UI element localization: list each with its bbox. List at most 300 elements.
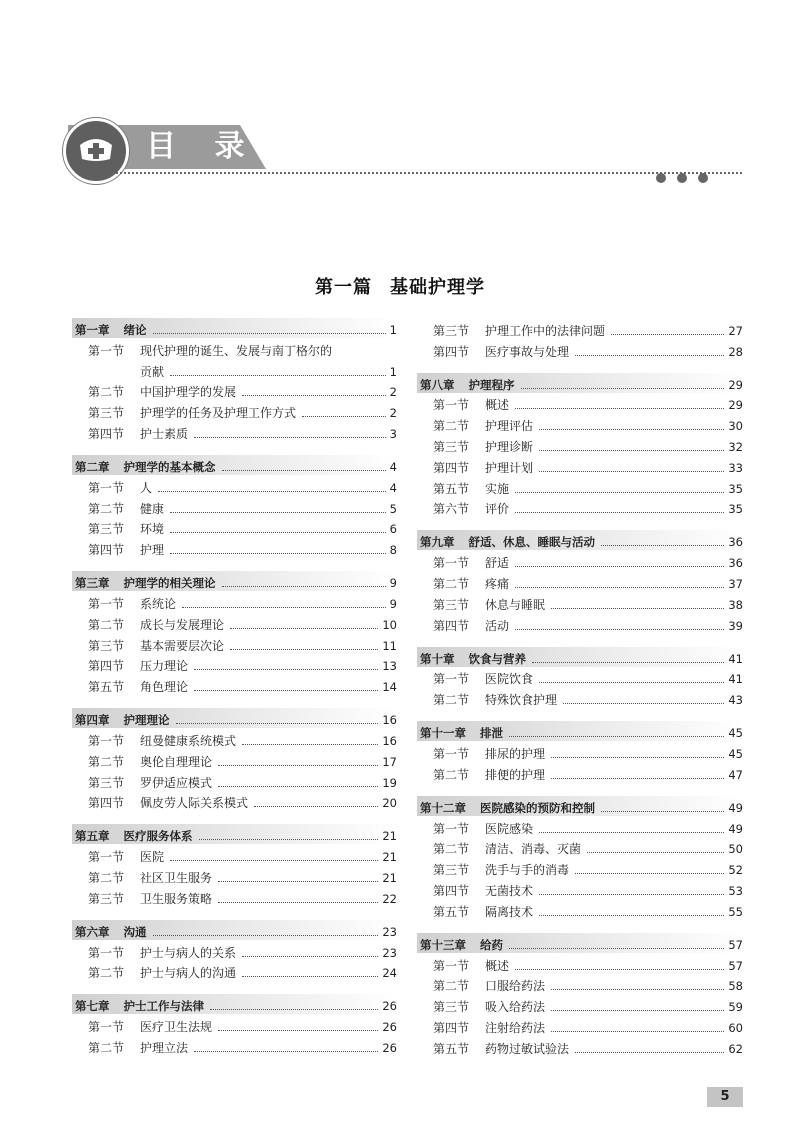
section-number: 第二节 — [433, 419, 470, 434]
page-ref: 36 — [728, 556, 743, 571]
page-ref: 23 — [382, 945, 397, 960]
toc-spacer — [417, 360, 743, 373]
toc-section-entry[interactable] — [72, 749, 397, 770]
section-number: 第一节 — [88, 343, 125, 358]
page-ref: 59 — [728, 1000, 743, 1015]
section-title: 无菌技术 — [485, 883, 534, 898]
dot-leader — [575, 355, 724, 356]
section-number: 第五节 — [88, 680, 125, 695]
page-ref: 60 — [728, 1020, 743, 1035]
section-title: 人 — [140, 480, 153, 495]
dot-leader — [551, 1031, 724, 1032]
page-ref: 13 — [382, 659, 397, 674]
chapter-title: 绪论 — [123, 323, 147, 337]
toc-section-entry[interactable] — [417, 434, 743, 455]
chapter-number: 第十三章 — [420, 937, 466, 952]
section-number: 第二节 — [88, 617, 125, 632]
dot-leader — [601, 545, 724, 546]
page-ref: 57 — [728, 958, 743, 973]
part-label: 第一篇 — [315, 277, 372, 298]
section-number: 第三节 — [88, 638, 125, 653]
page-ref: 10 — [382, 617, 397, 632]
section-title: 评价 — [485, 502, 510, 517]
page-ref: 26 — [382, 1020, 397, 1035]
dot-leader — [515, 408, 724, 409]
toc-section-entry[interactable] — [72, 1014, 397, 1035]
dot-leader — [539, 915, 724, 916]
toc-section-entry[interactable] — [72, 886, 397, 907]
section-title: 护理学的任务及护理工作方式 — [140, 406, 297, 421]
page-ref: 20 — [382, 796, 397, 811]
section-number: 第三节 — [88, 775, 125, 790]
toc-section-entry[interactable] — [72, 1035, 397, 1056]
toc-section-entry[interactable] — [72, 791, 397, 812]
dot-leader — [575, 873, 724, 874]
page-ref: 52 — [728, 863, 743, 878]
section-number: 第二节 — [88, 966, 125, 981]
page-ref: 37 — [728, 576, 743, 591]
page-ref: 58 — [728, 979, 743, 994]
toc-section-entry[interactable] — [72, 844, 397, 865]
dot-leader — [539, 832, 724, 833]
chapter-title: 饮食与营养 — [468, 651, 526, 666]
chapter-number: 第七章 — [75, 999, 110, 1014]
dot-leader — [587, 852, 724, 853]
page-ref: 29 — [728, 398, 743, 413]
dot-leader — [242, 395, 386, 396]
page-ref: 23 — [382, 924, 397, 939]
section-number: 第一节 — [433, 746, 470, 761]
toc-chapter-entry[interactable] — [72, 455, 397, 475]
toc-section-entry[interactable] — [417, 413, 743, 434]
toc-spacer — [417, 634, 743, 647]
page-ref: 43 — [728, 693, 743, 708]
toc-spacer — [72, 981, 397, 994]
dot-leader — [515, 566, 724, 567]
section-number: 第五节 — [433, 904, 470, 919]
toc-section-entry[interactable] — [417, 455, 743, 476]
chapter-number: 第六章 — [75, 924, 110, 939]
section-number: 第二节 — [433, 693, 470, 708]
section-title: 护理工作中的法律问题 — [485, 323, 606, 338]
header-dots-ornament — [656, 168, 719, 187]
section-title: 注射给药法 — [485, 1020, 546, 1035]
page-ref: 1 — [389, 323, 397, 337]
chapter-number: 第五章 — [75, 829, 110, 844]
section-title: 基本需要层次论 — [140, 638, 225, 653]
toc-section-entry[interactable] — [72, 961, 397, 982]
toc-section-entry[interactable] — [417, 318, 743, 339]
section-number: 第二节 — [433, 576, 470, 591]
chapter-title: 排泄 — [480, 726, 503, 741]
section-title: 疼痛 — [485, 576, 510, 591]
toc-chapter-entry[interactable] — [417, 721, 743, 741]
toc-chapter-entry[interactable] — [72, 994, 397, 1014]
toc-chapter-entry[interactable] — [72, 318, 397, 338]
section-number: 第二节 — [88, 1040, 125, 1055]
toc-title: 目 录 — [146, 129, 259, 164]
toc-section-entry[interactable] — [72, 517, 397, 538]
section-number: 第三节 — [433, 1000, 470, 1015]
section-number: 第一节 — [88, 480, 125, 495]
section-number: 第四节 — [433, 344, 470, 359]
toc-section-entry[interactable] — [72, 496, 397, 517]
dot-leader — [218, 786, 378, 787]
section-number: 第四节 — [88, 426, 125, 441]
section-number: 第三节 — [433, 597, 470, 612]
section-number: 第一节 — [88, 733, 125, 748]
section-title: 罗伊适应模式 — [140, 775, 213, 790]
dot-leader — [509, 948, 724, 949]
page-ref: 8 — [389, 543, 397, 558]
chapter-number: 第九章 — [420, 535, 455, 550]
section-title: 护理 — [140, 543, 165, 558]
section-title: 成长与发展理论 — [140, 617, 225, 632]
page-ref: 2 — [389, 406, 397, 421]
section-title: 隔离技术 — [485, 904, 534, 919]
section-title: 休息与睡眠 — [485, 597, 546, 612]
dot-leader — [176, 723, 379, 724]
toc-section-entry[interactable] — [417, 687, 743, 708]
section-number: 第三节 — [88, 522, 125, 537]
section-number: 第三节 — [88, 891, 125, 906]
section-number: 第二节 — [88, 501, 125, 516]
dot-leader — [515, 512, 724, 513]
section-number: 第四节 — [433, 1020, 470, 1035]
toc-section-entry[interactable] — [417, 571, 743, 592]
section-number: 第一节 — [433, 672, 470, 687]
page-ref: 41 — [728, 672, 743, 687]
page-ref: 16 — [382, 733, 397, 748]
toc-section-entry[interactable] — [72, 728, 397, 749]
dot-leader — [551, 989, 724, 990]
page-ref: 24 — [382, 966, 397, 981]
section-number: 第一节 — [88, 850, 125, 865]
toc-section-entry[interactable] — [72, 537, 397, 558]
section-number: 第五节 — [433, 1041, 470, 1056]
toc-spacer — [417, 783, 743, 796]
section-number: 第一节 — [433, 556, 470, 571]
page-ref: 26 — [382, 999, 397, 1014]
toc-section-entry[interactable] — [72, 338, 397, 359]
page-ref: 45 — [728, 746, 743, 761]
section-number: 第四节 — [433, 618, 470, 633]
dot-leader — [218, 881, 378, 882]
chapter-title: 护理程序 — [468, 377, 515, 392]
toc-section-entry[interactable] — [417, 878, 743, 899]
page-ref: 32 — [728, 439, 743, 454]
dot-leader — [242, 744, 378, 745]
toc-section-entry[interactable] — [72, 400, 397, 421]
section-title: 医疗卫生法规 — [140, 1020, 213, 1035]
page-ref: 45 — [728, 726, 743, 741]
section-title: 健康 — [140, 501, 165, 516]
section-number: 第四节 — [88, 659, 125, 674]
section-title: 系统论 — [140, 596, 177, 611]
dot-leader — [532, 662, 724, 663]
section-title: 特殊饮食护理 — [485, 693, 558, 708]
dot-leader — [551, 757, 724, 758]
toc-section-entry[interactable] — [417, 497, 743, 518]
toc-section-entry[interactable] — [417, 613, 743, 634]
page-ref: 62 — [728, 1041, 743, 1056]
toc-right-column — [417, 318, 743, 1057]
chapter-title: 给药 — [480, 937, 503, 952]
page-ref: 4 — [389, 459, 397, 474]
section-number: 第三节 — [433, 439, 470, 454]
dot-leader — [222, 586, 386, 587]
dot-leader — [551, 608, 724, 609]
section-number: 第二节 — [433, 767, 470, 782]
toc-section-entry[interactable] — [72, 770, 397, 791]
toc-section-entry[interactable] — [417, 667, 743, 688]
section-title: 护理评估 — [485, 419, 534, 434]
toc-spacer — [417, 708, 743, 721]
dot-leader — [158, 491, 386, 492]
section-number: 第四节 — [88, 543, 125, 558]
chapter-number: 第二章 — [75, 459, 110, 474]
section-title: 活动 — [485, 618, 510, 633]
toc-chapter-entry[interactable] — [72, 920, 397, 940]
toc-section-entry[interactable] — [417, 974, 743, 995]
toc-chapter-entry[interactable] — [417, 373, 743, 393]
section-title: 概述 — [485, 958, 510, 973]
section-title: 环境 — [140, 522, 165, 537]
section-title: 药物过敏试验法 — [485, 1041, 570, 1056]
page-ref: 49 — [728, 821, 743, 836]
page-ref: 39 — [728, 618, 743, 633]
section-title: 纽曼健康系统模式 — [140, 733, 237, 748]
chapter-number: 第十一章 — [420, 726, 466, 741]
toc-spacer — [72, 442, 397, 455]
dot-leader — [194, 669, 378, 670]
section-title: 实施 — [485, 481, 510, 496]
section-title: 奥伦自理理论 — [140, 754, 213, 769]
page-ref: 41 — [728, 651, 743, 666]
toc-spacer — [417, 517, 743, 530]
toc-section-entry[interactable] — [72, 674, 397, 695]
page-ref: 21 — [382, 870, 397, 885]
dot-leader — [515, 492, 724, 493]
page-ref: 26 — [382, 1040, 397, 1055]
dot-leader — [539, 894, 724, 895]
chapter-title: 护理学的相关理论 — [123, 576, 216, 591]
nurse-cap-icon — [63, 118, 129, 184]
dot-leader — [170, 512, 386, 513]
page-ref: 6 — [389, 522, 397, 537]
section-number: 第二节 — [88, 385, 125, 400]
toc-section-entry[interactable] — [417, 953, 743, 974]
chapter-number: 第四章 — [75, 713, 110, 728]
toc-chapter-entry[interactable] — [417, 647, 743, 667]
dot-leader — [601, 811, 724, 812]
toc-section-entry[interactable] — [417, 339, 743, 360]
section-title: 医疗事故与处理 — [485, 344, 570, 359]
part-name: 基础护理学 — [390, 277, 485, 298]
dot-leader — [539, 471, 724, 472]
toc-section-entry[interactable] — [417, 741, 743, 762]
section-title: 排便的护理 — [485, 767, 546, 782]
page-ref: 11 — [382, 638, 397, 653]
toc-spacer — [72, 811, 397, 824]
toc-section-entry[interactable] — [72, 380, 397, 401]
chapter-title: 护士工作与法律 — [123, 999, 204, 1014]
dot-leader — [230, 649, 378, 650]
toc-section-entry[interactable] — [417, 1015, 743, 1036]
section-title: 护士与病人的关系 — [140, 945, 237, 960]
dot-leader — [170, 860, 378, 861]
section-number: 第一节 — [88, 1020, 125, 1035]
page-ref: 9 — [389, 596, 397, 611]
dot-leader — [170, 375, 386, 376]
section-number: 第四节 — [433, 883, 470, 898]
toc-section-entry[interactable] — [417, 857, 743, 878]
chapter-number: 第八章 — [420, 377, 455, 392]
section-number: 第一节 — [88, 945, 125, 960]
section-number: 第四节 — [433, 460, 470, 475]
toc-chapter-entry[interactable] — [417, 933, 743, 953]
toc-section-entry[interactable] — [72, 940, 397, 961]
chapter-number: 第三章 — [75, 576, 110, 591]
dot-leader — [170, 553, 386, 554]
toc-section-entry[interactable] — [417, 816, 743, 837]
page-ref: 21 — [382, 850, 397, 865]
dot-leader — [521, 388, 725, 389]
toc-section-entry[interactable] — [417, 994, 743, 1015]
toc-spacer — [72, 558, 397, 571]
page-ref: 2 — [389, 385, 397, 400]
dot-leader — [551, 778, 724, 779]
page-ref: 5 — [389, 501, 397, 516]
dot-leader — [194, 1051, 378, 1052]
page-ref: 22 — [382, 891, 397, 906]
page-ref: 53 — [728, 883, 743, 898]
section-title: 排尿的护理 — [485, 746, 546, 761]
section-title: 压力理论 — [140, 659, 189, 674]
section-number: 第二节 — [433, 979, 470, 994]
part-title — [0, 273, 800, 299]
section-title: 卫生服务策略 — [140, 891, 213, 906]
chapter-title: 沟通 — [123, 924, 147, 939]
page-ref: 33 — [728, 460, 743, 475]
toc-chapter-entry[interactable] — [417, 530, 743, 550]
toc-left-column — [72, 318, 397, 1056]
toc-chapter-entry[interactable] — [72, 708, 397, 728]
section-title: 佩皮劳人际关系模式 — [140, 796, 249, 811]
toc-spacer — [417, 920, 743, 933]
section-number: 第三节 — [433, 323, 470, 338]
section-title: 现代护理的诞生、发展与南丁格尔的 — [140, 343, 333, 358]
page-ref: 35 — [728, 481, 743, 496]
dot-leader — [254, 806, 378, 807]
toc-section-entry[interactable] — [417, 762, 743, 783]
toc-section-entry[interactable] — [72, 475, 397, 496]
section-title: 洗手与手的消毒 — [485, 863, 570, 878]
dot-leader — [551, 1010, 724, 1011]
dot-leader — [611, 334, 724, 335]
dot-leader — [575, 1052, 724, 1053]
toc-chapter-entry[interactable] — [72, 824, 397, 844]
section-title: 社区卫生服务 — [140, 870, 213, 885]
page-ref: 38 — [728, 597, 743, 612]
dot-leader — [509, 736, 724, 737]
dot-leader — [539, 429, 724, 430]
toc-chapter-entry[interactable] — [72, 571, 397, 591]
section-title: 护士素质 — [140, 426, 189, 441]
dot-leader — [222, 470, 386, 471]
dot-leader — [302, 416, 386, 417]
section-title: 护理诊断 — [485, 439, 534, 454]
section-title: 概述 — [485, 398, 510, 413]
section-title: 舒适 — [485, 556, 510, 571]
toc-section-entry[interactable] — [72, 865, 397, 886]
toc-section-entry[interactable] — [417, 837, 743, 858]
dot-leader — [194, 437, 386, 438]
toc-spacer — [72, 695, 397, 708]
page-ref: 19 — [382, 775, 397, 790]
section-number: 第五节 — [433, 481, 470, 496]
toc-section-entry[interactable] — [72, 591, 397, 612]
dot-leader — [210, 1009, 378, 1010]
page-ref: 28 — [728, 344, 743, 359]
section-title: 护士与病人的沟通 — [140, 966, 237, 981]
page-ref: 35 — [728, 502, 743, 517]
section-title: 医院 — [140, 850, 165, 865]
chapter-title: 护理理论 — [123, 713, 170, 728]
page-ref: 36 — [728, 535, 743, 550]
page-ref: 4 — [389, 480, 397, 495]
toc-section-entry[interactable] — [417, 899, 743, 920]
toc-section-entry[interactable] — [417, 550, 743, 571]
section-title: 角色理论 — [140, 680, 189, 695]
dot-leader — [563, 703, 724, 704]
toc-section-entry[interactable] — [72, 654, 397, 675]
toc-section-entry[interactable] — [417, 592, 743, 613]
section-number: 第三节 — [88, 406, 125, 421]
dot-leader — [199, 839, 379, 840]
toc-chapter-entry[interactable] — [417, 796, 743, 816]
section-number: 第一节 — [433, 398, 470, 413]
dot-leader — [515, 969, 724, 970]
page-ref: 21 — [382, 829, 397, 844]
page-ref: 27 — [728, 323, 743, 338]
dot-leader — [170, 532, 386, 533]
chapter-title: 医院感染的预防和控制 — [480, 800, 595, 815]
toc-section-entry[interactable] — [417, 393, 743, 414]
page-ref: 3 — [389, 426, 397, 441]
section-number: 第三节 — [433, 863, 470, 878]
toc-section-entry[interactable] — [72, 633, 397, 654]
toc-section-entry[interactable] — [72, 612, 397, 633]
toc-section-entry[interactable] — [417, 1036, 743, 1057]
header-dotted-rule — [112, 172, 742, 174]
chapter-title: 舒适、休息、睡眠与活动 — [468, 535, 595, 550]
dot-leader — [515, 629, 724, 630]
dot-leader — [242, 976, 378, 977]
dot-leader — [218, 765, 378, 766]
section-title: 医院饮食 — [485, 672, 534, 687]
section-title: 医院感染 — [485, 821, 534, 836]
section-number: 第二节 — [88, 870, 125, 885]
section-title: 贡献 — [140, 364, 165, 379]
page-ref: 1 — [389, 364, 397, 379]
dot-leader — [182, 607, 386, 608]
toc-section-entry[interactable] — [417, 476, 743, 497]
chapter-number: 第十二章 — [420, 800, 466, 815]
section-number: 第六节 — [433, 502, 470, 517]
toc-section-entry[interactable] — [72, 421, 397, 442]
toc-section-entry[interactable] — [72, 359, 397, 380]
